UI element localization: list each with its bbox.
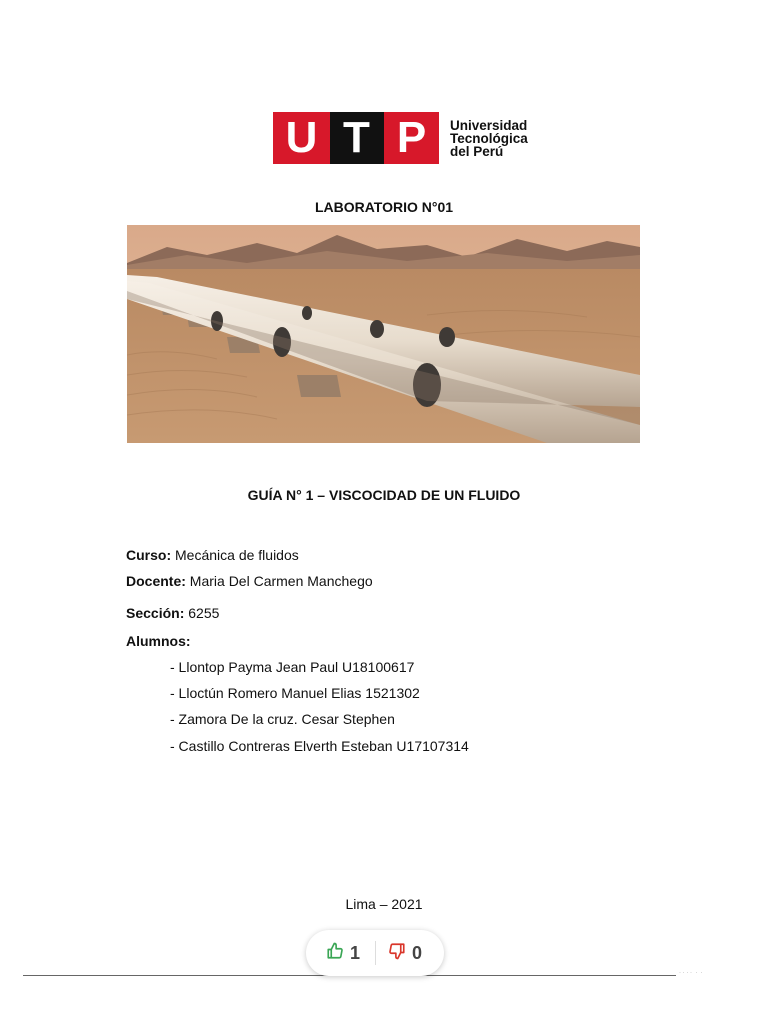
lab-title: LABORATORIO N°01 (314, 199, 454, 215)
student-item: - Castillo Contreras Elverth Esteban U17107314 (170, 738, 469, 754)
section-label: Sección: (126, 605, 185, 621)
student-item: - Llontop Payma Jean Paul U18100617 (170, 659, 415, 675)
course-line (126, 547, 299, 563)
logo-letter-u: U (285, 113, 318, 162)
student-item: - Zamora De la cruz. Cesar Stephen (170, 711, 395, 727)
course-label: Curso: (126, 547, 172, 563)
place-date: Lima – 2021 (345, 896, 423, 912)
university-name: Universidad Tecnológica del Perú (450, 117, 528, 159)
students-heading (126, 633, 191, 649)
thumbs-up-icon (326, 942, 344, 965)
section-line (126, 605, 219, 621)
downvote-count: 0 (412, 942, 423, 963)
students-label: Alumnos: (126, 633, 191, 649)
course-value: Mecánica de fluidos (175, 547, 299, 563)
section-value: 6255 (188, 605, 220, 621)
teacher-line (126, 573, 373, 589)
utp-logo-mark (273, 112, 439, 164)
teacher-value: Maria Del Carmen Manchego (189, 573, 373, 589)
utp-logo (273, 112, 528, 164)
upvote-button[interactable] (306, 930, 375, 976)
pipeline-image (127, 225, 640, 443)
student-item: - Lloctún Romero Manuel Elias 1521302 (170, 685, 420, 701)
page-corner-marks: · · · · · · (679, 970, 703, 976)
vote-widget (306, 930, 444, 976)
upvote-count: 1 (350, 942, 361, 963)
thumbs-down-icon (388, 942, 406, 965)
teacher-label: Docente: (126, 573, 186, 589)
logo-letter-t: T (343, 113, 370, 162)
logo-letter-p: P (396, 113, 427, 162)
downvote-button[interactable] (376, 930, 422, 976)
guide-title: GUÍA N° 1 – VISCOCIDAD DE UN FLUIDO (247, 487, 521, 503)
